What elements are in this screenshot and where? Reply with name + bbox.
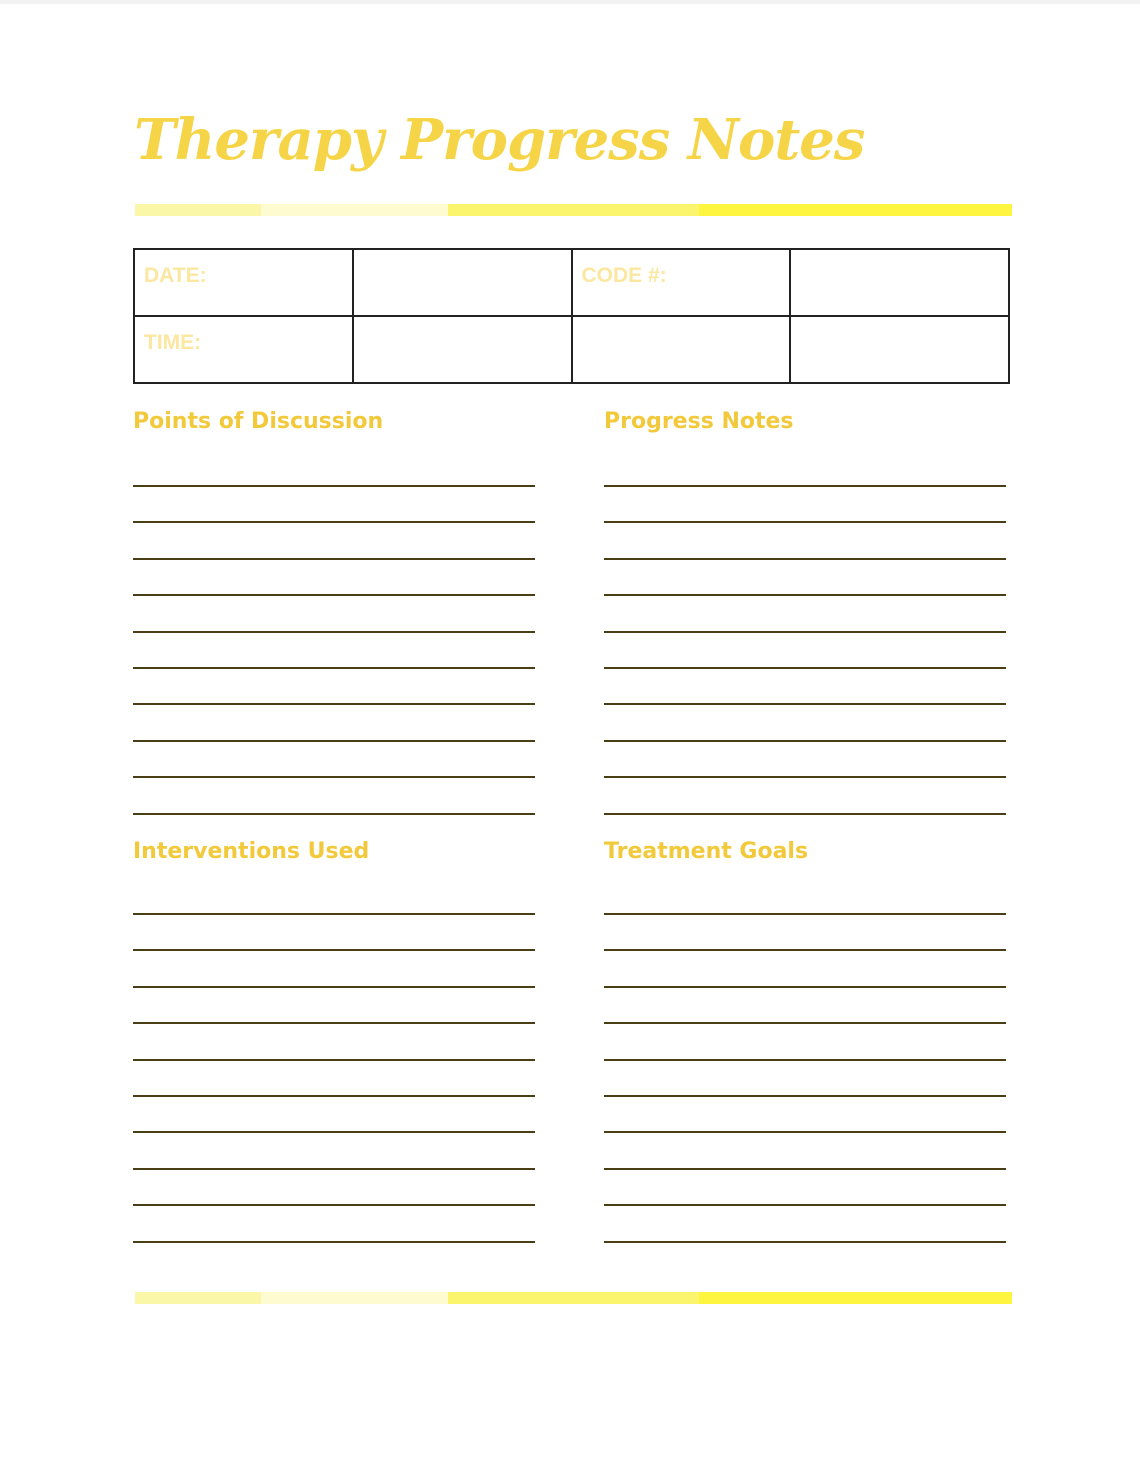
writing-line[interactable] [133, 521, 535, 523]
writing-line[interactable] [604, 776, 1006, 778]
writing-line[interactable] [604, 1059, 1006, 1061]
writing-line[interactable] [604, 813, 1006, 815]
writing-line[interactable] [133, 594, 535, 596]
writing-line[interactable] [604, 986, 1006, 988]
writing-line[interactable] [133, 1241, 535, 1243]
page-title: Therapy Progress Notes [134, 107, 865, 173]
writing-line[interactable] [604, 485, 1006, 487]
writing-line[interactable] [133, 1204, 535, 1206]
writing-line[interactable] [133, 1168, 535, 1170]
header-stripe [135, 204, 1012, 216]
stripe-segment [135, 1292, 261, 1304]
table-row [134, 249, 1009, 316]
stripe-segment [448, 204, 699, 216]
interventions-used-heading: Interventions Used [133, 839, 370, 864]
writing-line[interactable] [604, 740, 1006, 742]
footer-stripe [135, 1292, 1012, 1304]
writing-line[interactable] [133, 949, 535, 951]
writing-line[interactable] [604, 703, 1006, 705]
writing-line[interactable] [133, 1131, 535, 1133]
writing-line[interactable] [133, 1022, 535, 1024]
treatment-goals-heading: Treatment Goals [604, 839, 809, 864]
writing-line[interactable] [604, 667, 1006, 669]
writing-line[interactable] [133, 1095, 535, 1097]
blank-cell[interactable] [790, 316, 1009, 383]
top-shade [0, 0, 1140, 4]
writing-line[interactable] [604, 521, 1006, 523]
writing-line[interactable] [604, 1131, 1006, 1133]
writing-line[interactable] [133, 558, 535, 560]
writing-line[interactable] [133, 631, 535, 633]
writing-line[interactable] [604, 1095, 1006, 1097]
writing-line[interactable] [133, 667, 535, 669]
writing-line[interactable] [604, 594, 1006, 596]
writing-line[interactable] [133, 813, 535, 815]
stripe-segment [261, 1292, 448, 1304]
stripe-segment [448, 1292, 699, 1304]
stripe-segment [261, 204, 448, 216]
writing-line[interactable] [133, 703, 535, 705]
code-label: CODE #: [572, 249, 791, 316]
writing-line[interactable] [604, 558, 1006, 560]
stripe-segment [699, 204, 1012, 216]
table-row [134, 316, 1009, 383]
writing-line[interactable] [133, 485, 535, 487]
date-label: DATE: [134, 249, 353, 316]
writing-line[interactable] [133, 913, 535, 915]
writing-line[interactable] [604, 1168, 1006, 1170]
progress-notes-heading: Progress Notes [604, 409, 794, 434]
blank-cell[interactable] [572, 316, 791, 383]
time-field[interactable] [353, 316, 572, 383]
writing-line[interactable] [604, 1022, 1006, 1024]
session-info-table [133, 248, 1010, 384]
code-field[interactable] [790, 249, 1009, 316]
writing-line[interactable] [133, 986, 535, 988]
date-field[interactable] [353, 249, 572, 316]
stripe-segment [135, 204, 261, 216]
points-of-discussion-heading: Points of Discussion [133, 409, 384, 434]
writing-line[interactable] [133, 1059, 535, 1061]
writing-line[interactable] [604, 1204, 1006, 1206]
writing-line[interactable] [133, 740, 535, 742]
writing-line[interactable] [604, 631, 1006, 633]
time-label: TIME: [134, 316, 353, 383]
writing-line[interactable] [133, 776, 535, 778]
writing-line[interactable] [604, 1241, 1006, 1243]
stripe-segment [699, 1292, 1012, 1304]
writing-line[interactable] [604, 913, 1006, 915]
writing-line[interactable] [604, 949, 1006, 951]
